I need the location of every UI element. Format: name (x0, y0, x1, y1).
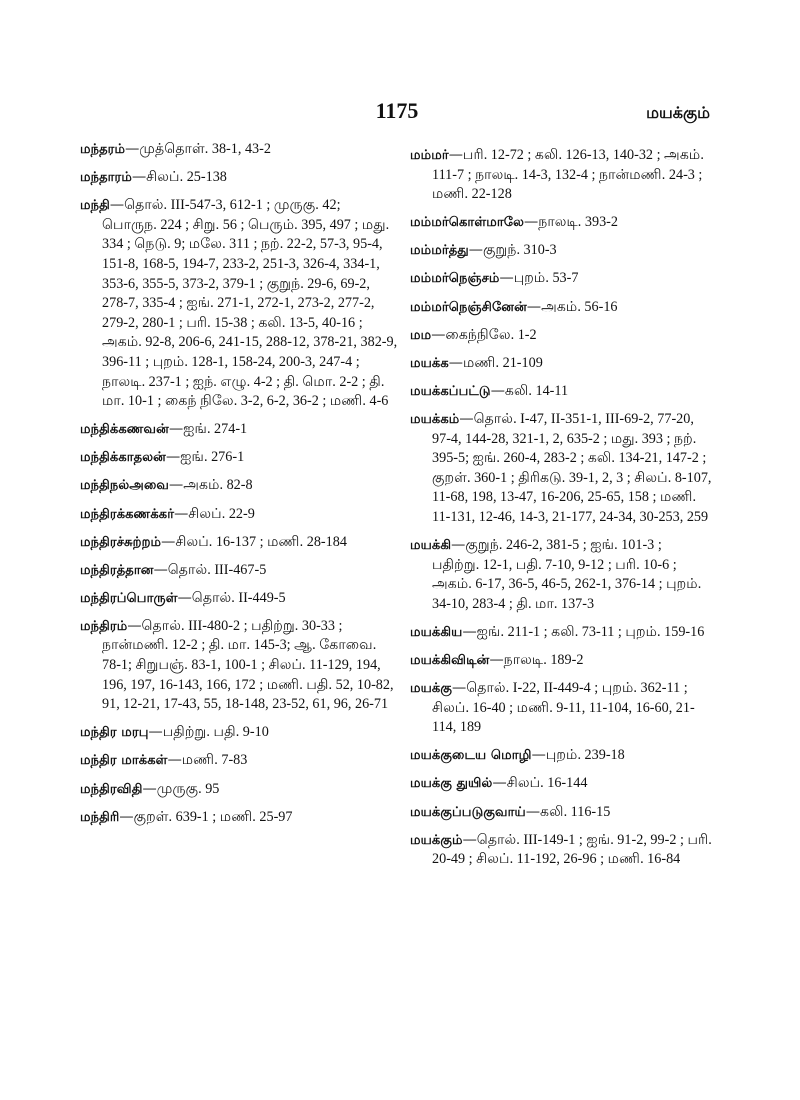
index-entry (80, 533, 398, 553)
entry-dash: — (125, 141, 140, 157)
index-entry (410, 382, 712, 402)
entry-headword: மயக்க (410, 355, 449, 371)
entry-dash: — (165, 449, 181, 466)
entry-headword: மயக்கு துயில் (410, 776, 493, 792)
index-entry (80, 168, 398, 188)
index-entry (410, 746, 712, 766)
index-entry (80, 808, 398, 828)
entry-dash: — (431, 326, 446, 343)
entry-headword: மம்மர்நெஞ்சினேன் (410, 299, 527, 315)
entry-headword: மம்மர்கொள்மாலே (410, 215, 525, 231)
entry-references: அகம். 82-8 (183, 477, 253, 494)
entry-references: தொல். I-47, II-351-1, III-69-2, 77-20, 97-4, 144-28, 321-1, 2, 635-2 ; மது. 393 ; நற். 395-5; ஐங். 260-4, 283-2 ; கலி. 134-21, 147-2 ; குறள். 360-1 ; திரிகடு. 39-1, 2, 3 ; சிலப். 8-107, 11-68, 198, 13-47, 16-206, 25-65, 158 ; மணி. 11-131, 12-46, 14-3, 21-177, 24-34, 30-253, 259 (432, 410, 712, 525)
entry-references: சிலப். 16-144 (506, 775, 588, 792)
entry-headword: மயக்கு (410, 681, 452, 697)
index-entry (410, 831, 712, 870)
entry-references: நாலடி. 189-2 (503, 651, 584, 668)
index-entry (410, 774, 712, 794)
entry-references: மணி. 7-83 (181, 752, 248, 769)
entry-references: கைந்நிலே. 1-2 (445, 326, 537, 343)
index-entry (410, 536, 712, 614)
entry-headword: மந்திக்கணவன் (80, 422, 169, 438)
index-entry (80, 420, 398, 440)
index-entry (80, 751, 398, 771)
entry-references: தொல். I-22, II-449-4 ; புறம். 362-11 ; சிலப். 16-40 ; மணி. 9-11, 11-104, 16-60, 21-114, 189 (432, 680, 695, 736)
entry-references: ஐங். 211-1 ; கலி. 73-11 ; புறம். 159-16 (476, 623, 705, 640)
entry-headword: மந்திரி (80, 809, 120, 825)
entry-dash: — (492, 775, 507, 792)
entry-headword: மந்திரப்பொருள் (80, 590, 178, 606)
entry-headword: மந்திர மாக்கள் (80, 753, 168, 769)
entry-references: பரி. 12-72 ; கலி. 126-13, 140-32 ; அகம். 111-7 ; நாலடி. 14-3, 132-4 ; நான்மணி. 24-3 ; மணி. 22-128 (432, 147, 704, 203)
entry-headword: மந்தி (80, 198, 110, 214)
entry-dash: — (490, 382, 505, 399)
entry-references: மணி. 21-109 (462, 354, 543, 371)
entry-references: பதிற்று. பதி. 9-10 (162, 724, 269, 741)
entry-headword: மயக்கம் (410, 411, 460, 427)
entry-dash: — (499, 270, 514, 287)
entry-dash: — (153, 561, 168, 578)
entry-headword: மந்திர மரபு (80, 725, 149, 741)
entry-dash: — (127, 617, 142, 634)
entry-dash: — (525, 803, 541, 820)
entry-headword: மயக்கி (410, 538, 452, 553)
entry-references: முருகு. 95 (156, 780, 220, 797)
entry-references: ஐங். 274-1 (183, 421, 248, 438)
index-entry (80, 505, 398, 525)
index-entry (80, 589, 398, 609)
left-column (80, 140, 398, 836)
index-entry (80, 140, 398, 160)
entry-dash: — (448, 147, 463, 163)
index-entry (410, 241, 712, 261)
entry-references: ஐங். 276-1 (180, 449, 245, 466)
entry-dash: — (109, 197, 125, 214)
entry-references: தொல். III-149-1 ; ஐங். 91-2, 99-2 ; பரி. 20-49 ; சிலப். 11-192, 26-96 ; மணி. 16-84 (432, 831, 712, 868)
right-column (410, 146, 712, 878)
entry-dash: — (524, 214, 539, 231)
entry-headword: மந்தாரம் (80, 170, 132, 186)
entry-dash: — (526, 298, 542, 315)
entry-references: புறம். 239-18 (545, 747, 625, 764)
entry-headword: மந்திநல்அவை (80, 478, 170, 494)
index-entry (80, 448, 398, 468)
entry-dash: — (148, 724, 163, 741)
running-head: மயக்கும் (646, 103, 710, 122)
entry-dash: — (174, 505, 189, 522)
entry-references: முத்தொள். 38-1, 43-2 (139, 141, 271, 157)
index-entry (410, 269, 712, 289)
entry-references: புறம். 53-7 (513, 270, 579, 287)
entry-headword: மந்திக்காதலன் (80, 450, 166, 466)
entry-dash: — (177, 589, 192, 606)
index-entry (410, 298, 712, 318)
entry-references: குறுந். 310-3 (482, 242, 557, 259)
index-entry (80, 196, 398, 412)
entry-dash: — (462, 831, 477, 848)
entry-headword: மயக்குப்படுகுவாய் (410, 804, 526, 820)
index-entry (80, 561, 398, 581)
entry-references: குறள். 639-1 ; மணி. 25-97 (133, 808, 293, 825)
entry-dash: — (531, 747, 546, 764)
entry-references: கலி. 14-11 (504, 382, 569, 399)
entry-dash: — (167, 752, 182, 769)
entry-references: தொல். III-480-2 ; பதிற்று. 30-33 ; நான்மணி. 12-2 ; தி. மா. 145-3; ஆ. கோவை. 78-1; சிறுபஞ். 83-1, 100-1 ; சிலப். 11-129, 194, 196, 197, 16-143, 166, 172 ; மணி. பதி. 52, 10-82, 91, 12-21, 17-43, 55, 18-148, 23-52, 61, 96, 26-71 (102, 617, 394, 713)
index-entry (410, 803, 712, 823)
entry-headword: மந்திரத்தான (80, 562, 154, 578)
entry-headword: மம (410, 327, 432, 343)
index-entry (410, 623, 712, 643)
index-entry (80, 780, 398, 800)
entry-dash: — (168, 421, 184, 438)
entry-dash: — (452, 680, 467, 697)
index-entry (80, 476, 398, 496)
entry-headword: மயக்குடைய மொழி (410, 748, 532, 764)
page-number: 1175 (375, 98, 419, 123)
entry-dash: — (169, 477, 184, 494)
entry-references: தொல். II-449-5 (191, 589, 286, 606)
index-entry (80, 723, 398, 743)
entry-dash: — (468, 242, 483, 259)
entry-dash: — (451, 537, 466, 553)
entry-dash: — (119, 808, 134, 825)
entry-headword: மந்தரம் (80, 142, 126, 157)
entry-headword: மயக்கும் (410, 832, 463, 848)
entry-headword: மந்திரவிதி (80, 781, 143, 797)
entry-headword: மந்திரச்சுற்றம் (80, 534, 162, 550)
entry-headword: மந்திரக்கணக்கர் (80, 506, 175, 522)
entry-dash: — (448, 354, 463, 371)
index-entry (410, 354, 712, 374)
entry-headword: மம்மர் (410, 148, 449, 163)
index-entry (410, 146, 712, 205)
entry-references: சிலப். 16-137 ; மணி. 28-184 (175, 533, 347, 550)
entry-headword: மயக்கப்பட்டு (410, 383, 491, 399)
entry-references: குறுந். 246-2, 381-5 ; ஐங். 101-3 ; பதிற்று. 12-1, பதி. 7-10, 9-12 ; பரி. 10-6 ; அகம். 6-17, 36-5, 46-5, 262-1, 376-14 ; புறம். 34-10, 283-4 ; தி. மா. 137-3 (432, 537, 702, 612)
index-entry (410, 410, 712, 528)
entry-dash: — (142, 780, 157, 797)
entry-references: நாலடி. 393-2 (538, 214, 618, 231)
index-entry (410, 651, 712, 671)
entry-headword: மயக்கிய (410, 624, 463, 640)
entry-dash: — (459, 410, 474, 427)
index-entry (80, 617, 398, 715)
entry-dash: — (131, 169, 147, 186)
entry-headword: மம்மர்நெஞ்சம் (410, 271, 500, 287)
index-entry (410, 326, 712, 346)
index-entry (410, 679, 712, 738)
entry-headword: மந்திரம் (80, 618, 128, 634)
entry-references: சிலப். 22-9 (188, 505, 255, 522)
entry-dash: — (489, 651, 504, 668)
entry-dash: — (462, 623, 477, 640)
entry-references: அகம். 56-16 (541, 298, 618, 315)
entry-headword: மம்மர்த்து (410, 243, 469, 259)
entry-references: கலி. 116-15 (540, 803, 611, 820)
index-entry (410, 213, 712, 233)
entry-headword: மயக்கிவிடின் (410, 652, 490, 668)
entry-references: தொல். III-467-5 (167, 561, 267, 578)
entry-references: தொல். III-547-3, 612-1 ; முருகு. 42; பொருந. 224 ; சிறு. 56 ; பெரும். 395, 497 ; மது. 334 ; நெடு. 9; மலே. 311 ; நற். 22-2, 57-3, 95-4, 151-8, 168-5, 194-7, 233-2, 251-3, 326-4, 334-1, 353-6, 355-5, 373-2, 379-1 ; குறுந். 29-6, 69-2, 278-7, 335-4 ; ஐங். 271-1, 272-1, 273-2, 277-2, 279-2, 280-1 ; பரி. 15-38 ; கலி. 13-5, 40-16 ; அகம். 92-8, 206-6, 241-15, 288-12, 378-21, 382-9, 396-11 ; புறம். 128-1, 158-24, 200-3, 247-4 ; நாலடி. 237-1 ; ஐந். எழு. 4-2 ; தி. மொ. 2-2 ; தி. மா. 10-1 ; கைந் நிலே. 3-2, 6-2, 36-2 ; மணி. 4-6 (102, 197, 398, 410)
entry-references: சிலப். 25-138 (146, 169, 227, 186)
entry-dash: — (161, 533, 176, 550)
